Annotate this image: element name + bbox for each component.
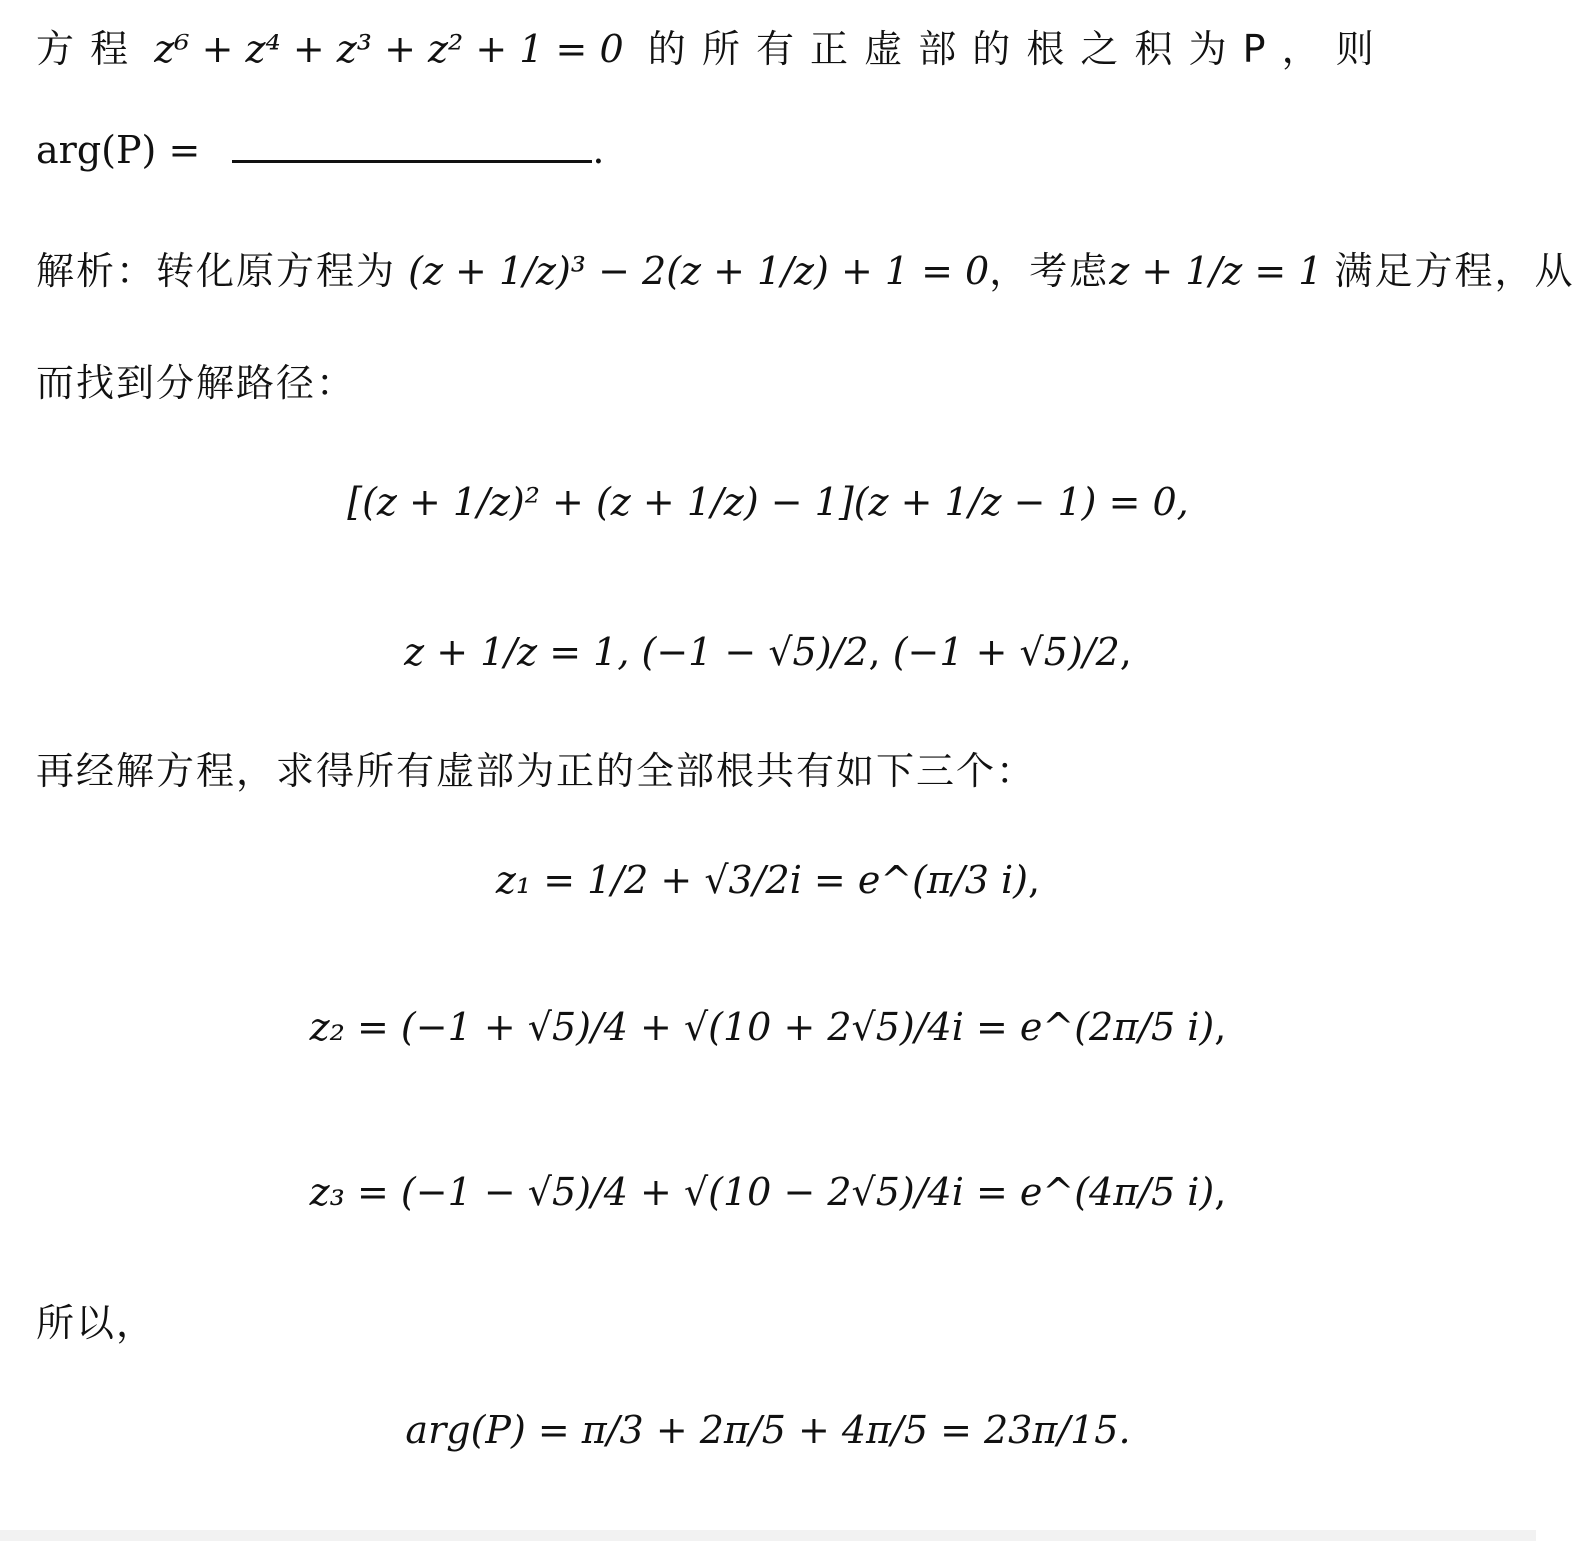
question-equation: z⁶ + z⁴ + z³ + z² + 1 = 0 [154, 27, 624, 71]
solution-intro-b: ，考虑 [989, 249, 1110, 293]
answer-end: . [592, 128, 605, 172]
values-b: (−1 + √5)/2 [892, 630, 1120, 674]
root-name: z₁ [495, 858, 532, 902]
root-real: (−1 + √5)/4 [400, 1005, 628, 1049]
consider-equation: z + 1/z = 1 [1109, 249, 1323, 293]
question-line-1 [36, 18, 1376, 73]
root-exponential: e^(π/3 i) [857, 858, 1029, 902]
solution-label: 解析： [36, 249, 157, 293]
root-name: z₂ [309, 1005, 345, 1049]
solution-line-1 [36, 240, 1575, 295]
solution-intro-a: 转化原方程为 [156, 249, 397, 293]
values-line: z + 1/z = 1, (−1 − √5)/2, (−1 + √5)/2, [404, 630, 1132, 674]
question-line-2 [36, 128, 604, 172]
question-text: 的 所 有 正 虚 部 的 根 之 积 为 P ， 则 [647, 27, 1376, 71]
answer-prefix: arg(P) = [36, 128, 201, 172]
so-text: 所以， [36, 1301, 157, 1345]
values-a: (−1 − √5)/2 [641, 630, 869, 674]
root-name: z₃ [309, 1170, 345, 1214]
root-z1: z₁ = 1/2 + √3/2i = e^(π/3 i), [495, 858, 1041, 902]
final-answer [0, 1408, 1536, 1452]
solution-line-2-text: 而找到分解路径： [36, 361, 357, 405]
solution-line-2 [36, 352, 356, 407]
factorization-text: [(z + 1/z)² + (z + 1/z) − 1](z + 1/z − 1) = 0, [347, 480, 1189, 524]
factorization [0, 480, 1536, 524]
root-z2: z₂ = (−1 + √5)/4 + √(10 + 2√5)/4i = e^(2π/5 i), [309, 1005, 1227, 1049]
root-imag: √(10 + 2√5)/4 [683, 1005, 952, 1049]
root-exponential: e^(4π/5 i) [1019, 1170, 1215, 1214]
root-real: 1/2 [587, 858, 649, 902]
root-z3: z₃ = (−1 − √5)/4 + √(10 − 2√5)/4i = e^(4π/5 i), [309, 1170, 1227, 1214]
transformed-equation: (z + 1/z)³ − 2(z + 1/z) + 1 = 0 [408, 249, 990, 293]
root-real: (−1 − √5)/4 [400, 1170, 628, 1214]
solution-line-3-text: 再经解方程，求得所有虚部为正的全部根共有如下三个： [36, 749, 1037, 793]
root-imag: √3/2 [704, 858, 790, 902]
question-prefix: 方 程 [36, 27, 131, 71]
root-exponential: e^(2π/5 i) [1019, 1005, 1215, 1049]
bottom-border [0, 1530, 1536, 1541]
values-lhs: z + 1/z = 1, [404, 630, 630, 674]
so-line [36, 1292, 156, 1347]
answer-blank[interactable] [232, 130, 592, 163]
solution-line-3 [36, 740, 1036, 795]
final-answer-text: arg(P) = π/3 + 2π/5 + 4π/5 = 23π/15. [405, 1408, 1131, 1452]
solution-intro-c: 满足方程，从 [1334, 249, 1575, 293]
root-imag: √(10 − 2√5)/4 [683, 1170, 952, 1214]
